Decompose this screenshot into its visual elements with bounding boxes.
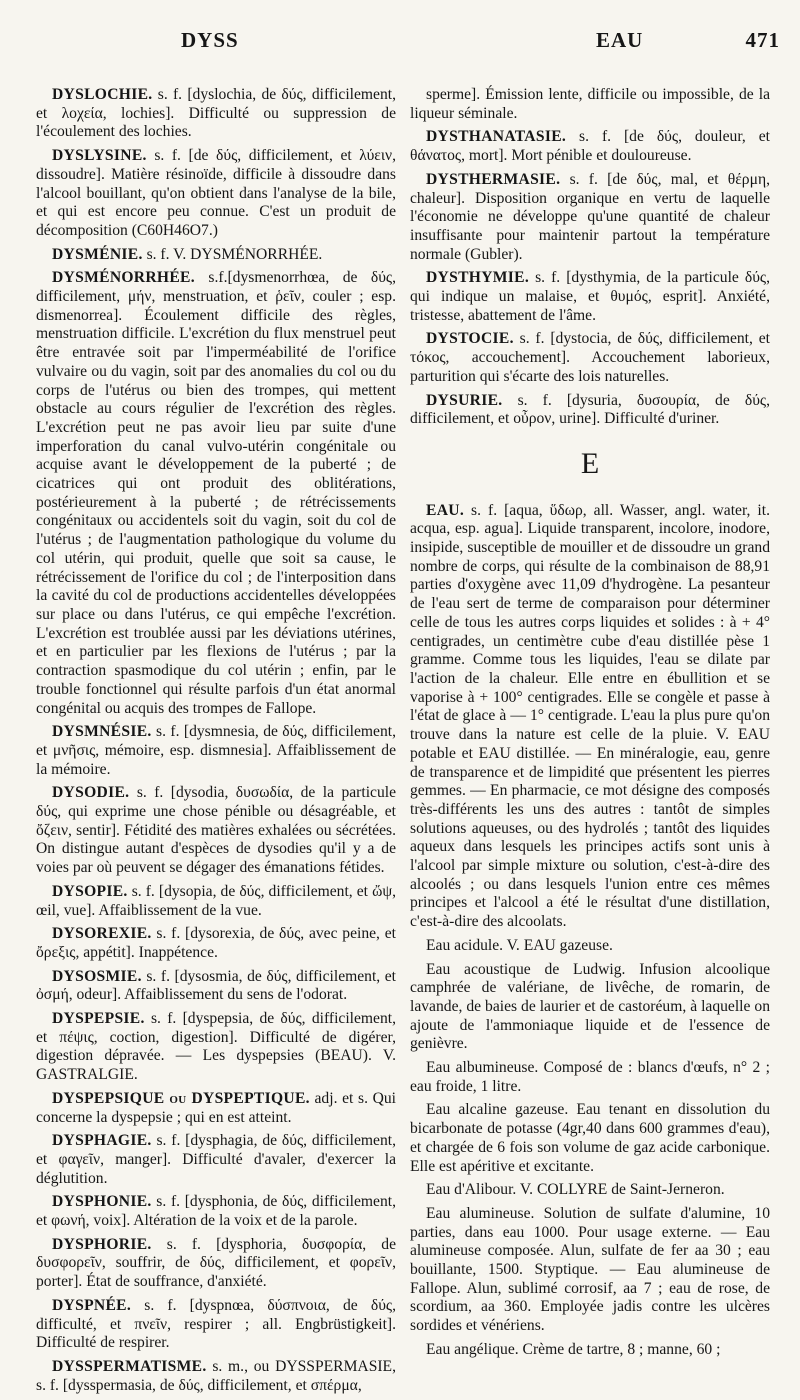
entry-headword: EAU. (426, 501, 465, 519)
entry-headword: DYSTHANATASIE. (426, 128, 567, 146)
right-column-lower-entries (410, 502, 770, 1360)
right-column (410, 86, 770, 1400)
entry-headword: DYSMNÉSIE. (52, 723, 152, 741)
left-column (36, 86, 396, 1400)
entry-text: s. f. [dyspnœa, δύσπνοια, de δύς, difficulté, et πνεῖν, respirer ; all. Engbrüstigkeit]. Difficulté de respirer. (36, 1296, 396, 1352)
entry-headword: DYSPNÉE. (52, 1296, 132, 1314)
entry-text: s. f. [dyslochia, de δύς, difficilement, et λοχεία, lochies]. Difficulté ou suppression de l'écoulement des lochies. (36, 86, 396, 141)
entry-text: s. f. [de δύς, douleur, et θάνατος, mort]. Mort pénible et douloureuse. (410, 128, 770, 165)
dictionary-entry (36, 1010, 396, 1085)
entry-text: s. f. V. DYSMÉNORRHÉE. (146, 245, 323, 263)
entry-headword: DYSSPERMATISME. (52, 1358, 207, 1375)
entry-text: Eau acidule. V. EAU gazeuse. (426, 936, 613, 954)
entry-text: s. f. [aqua, ὕδωρ, all. Wasser, angl. water, it. acqua, esp. agua]. Liquide transparent, incolore, inodore, insipide, susceptible de mouiller et de dissoudre un grand nombre de corps, qui résulte de la combinaison de 88,91 parties d'oxygène avec 11,09 d'hydrogène. La pesanteur de l'eau sert de terme de comparaison pour déterminer celle de tous les autres corps liquides et solides : à + 4° centigrades, un centimètre cube d'eau distillée pèse 1 gramme. Comme tous les liquides, l'eau se dilate par l'action de la chaleur. Elle entre en ébullition et se vaporise à + 100° centigrades. Elle se congèle et passe à l'état de glace à — 1° centigrade. L'eau la plus pure qu'on trouve dans la nature est celle de la pluie. V. EAU potable et EAU distillée. — En minéralogie, eau, genre de transparence et de limpidité que présentent les pierres gemmes. — En pharmacie, ce mot désigne des composés très-différents les uns des autres : tantôt de simples solutions aqueuses, ou des hydrolés ; tantôt des liquides aqueux dans lesquels les principes actifs sont unis à l'alcool par simple mixture ou solution, c'est-à-dire des alcoolés ; ou dans lesquels l'union entre ces mêmes principes et l'alcool a été le résultat d'une distillation, c'est-à-dire des alcoolats. (410, 501, 770, 931)
dictionary-entry (36, 1358, 396, 1395)
entry-headword: DYSTHERMASIE. (426, 170, 561, 188)
entry-headword: DYSLYSINE. (52, 147, 147, 165)
dictionary-entry (410, 1101, 770, 1176)
dictionary-entry (410, 128, 770, 165)
dictionary-entry (36, 1090, 396, 1127)
dictionary-entry (36, 883, 396, 920)
entry-text: sperme]. Émission lente, difficile ou impossible, de la liqueur séminale. (410, 86, 770, 122)
dictionary-entry (410, 1181, 770, 1200)
dictionary-entry (36, 784, 396, 878)
section-letter: E (580, 446, 600, 480)
dictionary-entry (410, 392, 770, 429)
entry-text: s. f. [dystocia, de δύς, difficilement, et τόκος, accouchement]. Accouchement laborieux, parturition qui s'écarte des lois naturelles. (410, 330, 770, 385)
dictionary-entry (36, 1193, 396, 1230)
dictionary-entry (36, 86, 396, 142)
entry-headword: DYSLOCHIE. (52, 86, 153, 103)
entry-text: s. f. [dysmnesia, de δύς, difficilement, et μνῆσις, mémoire, esp. dismnesia]. Affaiblissement de la mémoire. (36, 723, 396, 778)
entry-headword: DYSPHAGIE. (52, 1132, 152, 1150)
dictionary-entry (36, 269, 396, 718)
dictionary-entry (410, 502, 770, 932)
entry-headword: DYSPHORIE. (52, 1235, 152, 1253)
entry-text: s. f. [dysphoria, δυσφορία, de δυσφορεῖν, souffrir, de δύς, difficilement, et φορεῖν, porter]. État de souffrance, d'anxiété. (36, 1235, 396, 1291)
entry-headword: DYSPEPSIQUE ou DYSPEPTIQUE. (52, 1089, 310, 1107)
entry-text: s. m., ou DYSSPERMASIE, s. f. [dysspermasia, de δύς, difficilement, et σπέρμα, (36, 1358, 396, 1394)
entry-text: s. f. [dysuria, δυσουρία, de δύς, difficilement, et οὖρον, urine]. Difficulté d'uriner. (410, 391, 770, 428)
entry-text: Eau d'Alibour. V. COLLYRE de Saint-Jerneron. (426, 1181, 725, 1199)
dictionary-entry (36, 246, 396, 265)
entry-text: s. f. [de δύς, difficilement, et λύειν, dissoudre]. Matière résinoïde, difficile à dissoudre dans l'alcool bouillant, qu'on obtient dans l'analyse de la bile, et qui est encore peu connue. C'est un produit de décomposition (C60H46O7.) (36, 147, 396, 239)
entry-text: s. f. [dysopia, de δύς, difficilement, et ὤψ, œil, vue]. Affaiblissement de la vue. (36, 882, 397, 919)
dictionary-entry (410, 171, 770, 265)
entry-text: adj. et s. Qui concerne la dyspepsie ; qui en est atteint. (36, 1089, 396, 1126)
page-number: 471 (745, 28, 780, 52)
dictionary-entry (410, 86, 770, 123)
entry-headword: DYSTHYMIE. (426, 269, 530, 287)
entry-text: s. f. [dysthymia, de la particule δύς, qui indique un malaise, et θυμός, esprit]. Anxiété, tristesse, abattement de l'âme. (410, 269, 770, 324)
entry-headword: DYSMÉNIE. (52, 245, 143, 263)
entry-headword: DYSPEPSIE. (52, 1010, 145, 1028)
entry-text: Eau alcaline gazeuse. Eau tenant en dissolution du bicarbonate de potasse (4gr,40 dans 600 grammes d'eau), et chargée de 6 fois son volume de gaz acide carbonique. Elle est apéritive et excitante. (410, 1101, 770, 1175)
entry-text: s. f. [de δύς, mal, et θέρμη, chaleur]. Disposition organique en vertu de laquelle l'économie ne développe qu'une quantité de chaleur insuffisante pour maintenir partout la température normale (Gubler). (410, 170, 770, 263)
entry-text: s. f. [dysphagia, de δύς, difficilement, et φαγεῖν, manger]. Difficulté d'avaler, d'exercer la déglutition. (36, 1132, 396, 1187)
dictionary-entry (410, 269, 770, 325)
dictionary-entry (36, 1132, 396, 1188)
header-right-guide-word: EAU (596, 28, 644, 52)
running-header (36, 28, 784, 58)
entry-text: s. f. [dysorexia, de δύς, avec peine, et ὄρεξις, appétit]. Inappétence. (36, 925, 396, 961)
dictionary-entry (36, 147, 396, 241)
entry-headword: DYSOREXIE. (52, 925, 152, 943)
entry-text: s. f. [dysphonia, de δύς, difficilement, et φωνή, voix]. Altération de la voix et de la parole. (36, 1193, 396, 1230)
right-column-upper-entries (410, 86, 770, 429)
entry-headword: DYSPHONIE. (52, 1193, 152, 1211)
dictionary-entry (410, 1059, 770, 1096)
entry-headword: DYSODIE. (52, 784, 130, 802)
dictionary-entry (36, 1297, 396, 1353)
entry-headword: DYSURIE. (426, 391, 503, 409)
entry-text: Eau albumineuse. Composé de : blancs d'œufs, n° 2 ; eau froide, 1 litre. (410, 1059, 770, 1095)
header-left-guide-word: DYSS (181, 28, 239, 52)
dictionary-entry (36, 1236, 396, 1292)
dictionary-entry (410, 937, 770, 956)
entry-text: Eau alumineuse. Solution de sulfate d'alumine, 10 parties, dans eau 1000. Pour usage externe. — Eau alumineuse composée. Alun, sulfate de fer aa 30 ; eau bouillante, 1500. Styptique. — Eau alumineuse de Fallope. Alun, sublimé corrosif, aa 7 ; eau de rose, de scordium, aa 360. Employée jadis contre les ulcères sordides et vénériens. (410, 1204, 770, 1335)
dictionary-entry (410, 1341, 770, 1360)
entry-text: Eau angélique. Crème de tartre, 8 ; manne, 60 ; (426, 1340, 721, 1358)
entry-text: s. f. [dysodia, δυσωδία, de la particule δύς, qui exprime une chose pénible ou désagréable, et ὄζειν, sentir]. Fétidité des matières exhalées ou sécrétées. On distingue autant d'espèces de dysodies qu'il y a de voies par où peuvent se dégager des émanations fétides. (36, 784, 396, 877)
entry-headword: DYSTOCIE. (426, 330, 514, 348)
entry-text: s. f. [dysosmia, de δύς, difficilement, et ὀσμή, odeur]. Affaiblissement du sens de l'odorat. (36, 967, 396, 1004)
dictionary-entry (36, 723, 396, 779)
dictionary-entry (36, 925, 396, 962)
entry-headword: DYSOPIE. (52, 882, 128, 900)
entry-headword: DYSOSMIE. (52, 967, 142, 985)
dictionary-entry (410, 330, 770, 386)
dictionary-entry (410, 1205, 770, 1336)
entry-text: s.f.[dysmenorrhœa, de δύς, difficilement, μήν, menstruation, et ῥεῖν, couler ; esp. dismenorrea]. Écoulement difficile des règles, menstruation difficile. L'excrétion du flux menstruel peut être entravée soit par l'imperméabilité de l'orifice vulvaire ou du vagin, soit par des anomalies du col ou du corps de l'utérus ou bien des trompes, qui mettent obstacle au cours régulier de l'excrétion des règles. L'excrétion peut ne pas avoir lieu par suite d'une imperforation du canal vulvo-utérin congénitale ou acquise avant le développement de la puberté ; de cicatrices qui ont produit des oblitérations, postérieurement à la puberté ; de rétrécissements congénitaux ou accidentels soit du vagin, soit du col de l'utérus ; de l'augmentation pathologique du volume du col utérin, qui produit, quelle que soit sa cause, le rétrécissement de l'orifice du col ; de l'interposition dans la cavité du col de productions accidentelles développées sur place ou dans l'utérus, ce qui empêche l'excrétion. L'excrétion est troublée aussi par les déviations utérines, et en particulier par les flexions de l'utérus ; par la contraction spasmodique du col utérin ; enfin, par le trouble fonctionnel qui résulte parfois d'un état anormal congénital ou acquis des trompes de Fallope. (36, 269, 396, 717)
dictionary-entry (410, 961, 770, 1055)
entry-text: Eau acoustique de Ludwig. Infusion alcoolique camphrée de valériane, de livêche, de romarin, de lavande, de baies de laurier et de castoréum, à laquelle on ajoute de l'ammoniaque liquide et de l'essence de genièvre. (410, 960, 770, 1053)
dictionary-entry (36, 968, 396, 1005)
entry-headword: DYSMÉNORRHÉE. (52, 269, 195, 287)
entry-text: s. f. [dyspepsia, de δύς, difficilement, et πέψις, coction, digestion]. Difficulté de digérer, digestion dépravée. — Les dyspepsies (BEAU). V. GASTRALGIE. (36, 1010, 396, 1084)
